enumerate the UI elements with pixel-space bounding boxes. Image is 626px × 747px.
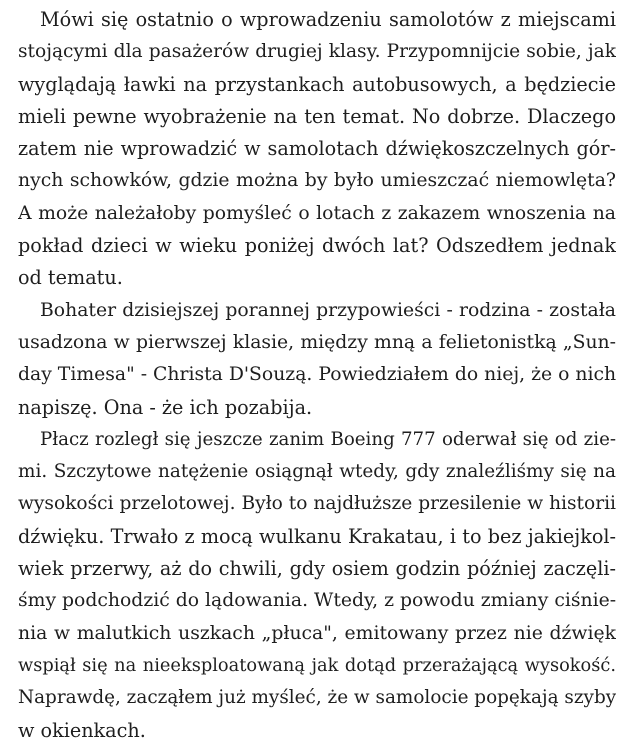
text-line: mieli pewne wyobrażenie na ten temat. No dobrze. Dlaczego — [18, 104, 616, 128]
text-line: wysokości przelotowej. Było to najdłuższe przesilenie w historii — [18, 493, 616, 515]
text-line: od tematu. — [18, 266, 123, 290]
text-line: śmy podchodzić do lądowania. Wtedy, z powodu zmiany ciśnie- — [18, 590, 616, 612]
paragraph-3 — [18, 424, 616, 747]
text-line: napiszę. Ona - że ich pozabija. — [18, 395, 313, 419]
text-line: Mówi się ostatnio o wprowadzeniu samolotów z miejscami — [40, 8, 616, 31]
text-line: zatem nie wprowadzić w samolotach dźwiękoszczelnych gór- — [18, 137, 616, 161]
text-line: wiek przerwy, aż do chwili, gdy osiem godzin później zaczęli- — [18, 557, 616, 581]
text-line: nia w malutkich uszkach „płuca", emitowany przez nie dźwięk — [18, 622, 616, 644]
text-line: usadzona w pierwszej klasie, między mną a felietonistką „Sun- — [18, 331, 616, 353]
text-line: Płacz rozległ się jeszcze zanim Boeing 777 oderwał się od zie- — [40, 428, 616, 450]
paragraph-2 — [18, 295, 616, 424]
text-line: wspiął się na nieeksploatowaną jak dotąd przerażającą wysokość. — [18, 654, 616, 676]
text-line: w okienkach. — [18, 718, 146, 742]
text-line: Bohater dzisiejszej porannej przypowieści - rodzina - została — [40, 299, 616, 321]
text-line: pokład dzieci w wieku poniżej dwóch lat? Odszedłem jednak — [18, 234, 616, 258]
text-line: day Timesa" - Christa D'Souzą. Powiedziałem do niej, że o nich — [18, 364, 616, 386]
document-page — [18, 4, 616, 747]
paragraph-1 — [18, 4, 616, 295]
text-line: wyglądają ławki na przystankach autobusowych, a będziecie — [18, 72, 616, 96]
text-line: Naprawdę, zacząłem już myśleć, że w samolocie popękają szyby — [18, 687, 616, 709]
text-line: mi. Szczytowe natężenie osiągnął wtedy, gdy znaleźliśmy się na — [18, 461, 616, 483]
text-line: nych schowków, gdzie można by było umieszczać niemowlęta? — [18, 170, 616, 192]
text-line: A może należałoby pomyśleć o lotach z zakazem wnoszenia na — [18, 202, 616, 224]
text-line: dźwięku. Trwało z mocą wulkanu Krakatau, i to bez jakiejkol- — [18, 524, 616, 548]
text-line: stojącymi dla pasażerów drugiej klasy. Przypomnijcie sobie, jak — [18, 41, 616, 63]
